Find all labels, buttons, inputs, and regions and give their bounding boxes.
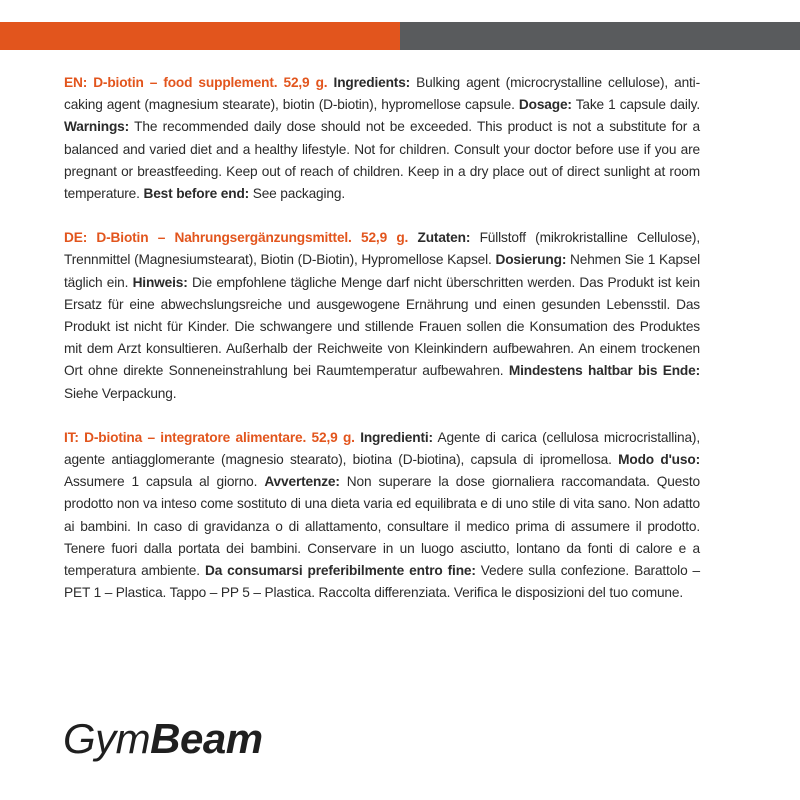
gymbeam-logo [63,715,263,763]
section-it [64,427,700,605]
field-text: Vedere sulla confezione. Barattolo – PET 1 – Plastica. Tappo – PP 5 – Plastica. Raccolta differenziata. Verifica le disposizioni del tuo comune. [64,563,701,601]
field-text: Take 1 capsule daily. [571,97,700,113]
field-label: Dosage: [518,97,572,113]
field-text: The recommended daily dose should not be exceeded. This product is not a substitute for a balanced and varied diet and a healthy lifestyle. Not for children. Consult your doctor before use if you are pregnant or breastfeeding. Keep out of reach of children. Keep in a dry place out of direct sunlight at room temperature. [64,119,700,202]
field-label: Zutaten: [417,230,471,246]
top-bar-orange-segment [0,22,400,50]
field-text: Die empfohlene tägliche Menge darf nicht überschritten werden. Das Produkt ist kein Ersatz für eine abwechslungsreiche und ausgewogene Ernährung und einen gesunden Lebensstil. Das Produkt ist nicht für Kinder. Die schwangere und stillende Frauen sollen die Konsumation des Produktes mit dem Arzt konsultieren. Außerhalb der Reichweite von Kleinkindern aufbewahren. An einem trockenen Ort ohne direkte Sonneneinstrahlung bei Raumtemperatur aufbewahren. [64,274,700,379]
field-label: Avvertenze: [264,474,340,490]
field-text: Siehe Verpackung. [64,385,177,401]
label-text-block [64,72,700,626]
field-text: Assumere 1 capsula al giorno. [64,474,265,490]
field-label: Best before end: [143,186,250,202]
field-text: Non superare la dose giornaliera raccomandata. Questo prodotto non va inteso come sostituto di una dieta varia ed equilibrata e di uno stile di vita sano. Non adatto ai bambini. In caso di gravidanza o di allattamento, consultare il medico prima di assumere il prodotto. Tenere fuori dalla portata dei bambini. Conservare in un luogo asciutto, lontano da fonti di calore e a temperatura ambiente. [64,474,700,579]
field-label: Hinweis: [132,274,188,290]
section-heading: DE: D-Biotin – Nahrungsergänzungsmittel. 52,9 g. [64,230,418,246]
field-label: Warnings: [64,119,130,135]
top-color-bar [0,22,800,50]
logo-text-gym: Gym [63,715,151,762]
field-label: Ingredienti: [360,429,433,445]
field-text: Nehmen Sie 1 Kapsel täglich ein. [64,252,700,290]
top-bar-gray-segment [400,22,800,50]
field-label: Dosierung: [495,252,567,268]
field-label: Da consumarsi preferibilmente entro fine: [204,563,476,579]
section-heading: EN: D-biotin – food supplement. 52,9 g. [64,75,334,90]
field-label: Modo d'uso: [618,452,700,468]
field-label: Mindestens haltbar bis Ende: [508,363,700,379]
section-de [64,227,700,405]
section-en [64,72,700,205]
field-text: See packaging. [249,186,345,202]
field-text: Füllstoff (mikrokristalline Cellulose), Trennmittel (Magnesiumstearat), Biotin (D-Biotin), Hypromellose Kapsel. [64,230,700,268]
field-label: Ingredients: [333,75,411,90]
logo-text-beam: Beam [150,715,263,762]
field-text: Bulking agent (microcrystalline cellulose), anti-caking agent (magnesium stearate), biotin (D-biotin), hypromellose capsule. [64,75,700,113]
section-heading: IT: D-biotina – integratore alimentare. 52,9 g. [64,429,361,445]
field-text: Agente di carica (cellulosa microcristallina), agente antiagglomerante (magnesio stearato), biotina (D-biotina), capsula di ipromellosa. [64,429,700,468]
